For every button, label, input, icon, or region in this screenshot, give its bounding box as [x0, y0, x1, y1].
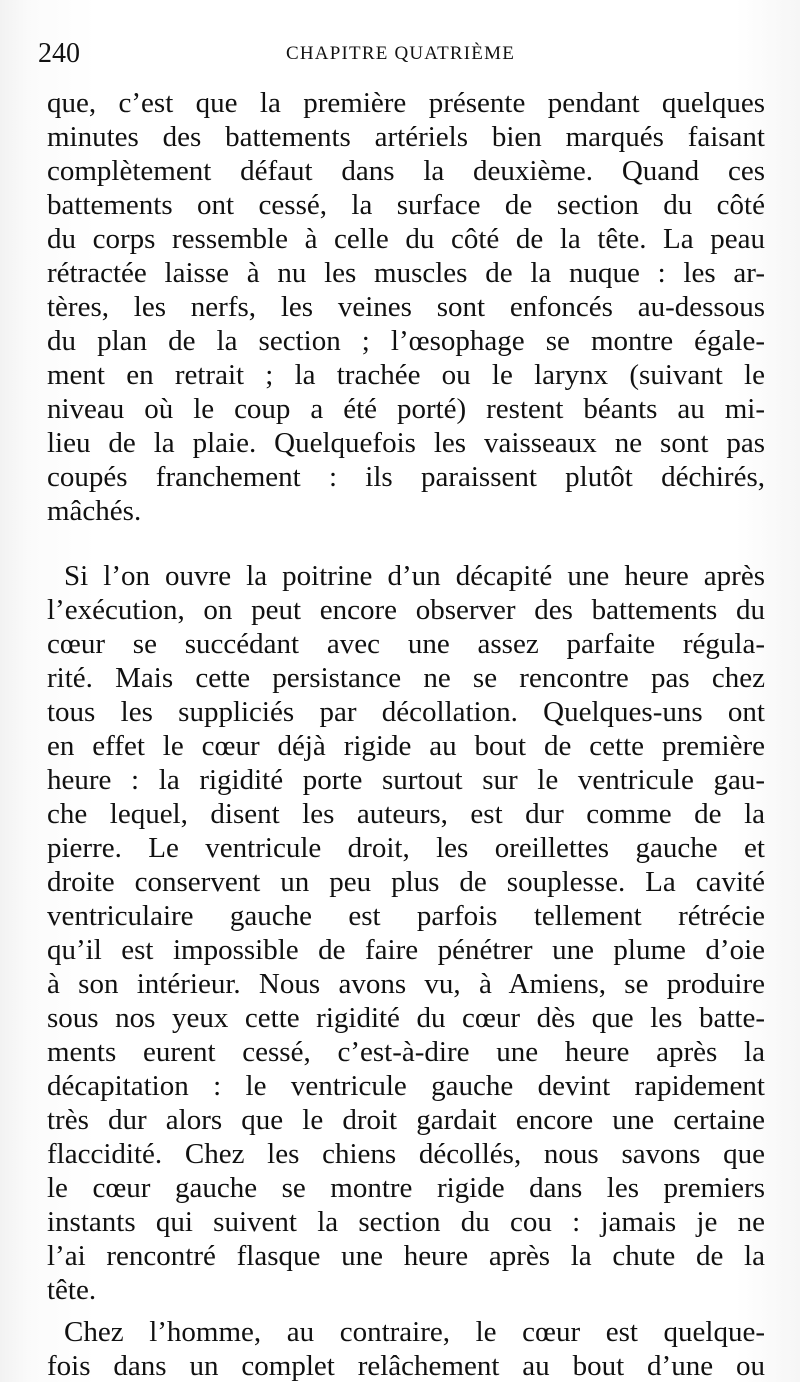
text-line: niveau où le coup a été porté) restent béants au mi-	[47, 393, 765, 425]
text-line: que, c’est que la première présente pendant quelques	[47, 87, 765, 119]
text-line: cœur se succédant avec une assez parfaite régula-	[47, 628, 765, 660]
paragraph-3	[47, 1315, 765, 1383]
text-line: instants qui suivent la section du cou : jamais je ne	[47, 1206, 765, 1238]
body-text	[47, 86, 765, 1383]
text-line: mâchés.	[47, 495, 142, 527]
text-line: tères, les nerfs, les veines sont enfoncés au-dessous	[47, 291, 765, 323]
text-line: qu’il est impossible de faire pénétrer une plume d’oie	[47, 934, 765, 966]
text-line: coupés franchement : ils paraissent plutôt déchirés,	[47, 461, 765, 493]
chapter-title: CHAPITRE QUATRIÈME	[286, 43, 516, 64]
text-line: ventriculaire gauche est parfois tellement rétrécie	[47, 900, 765, 932]
text-line: en effet le cœur déjà rigide au bout de cette première	[47, 730, 765, 762]
text-line: flaccidité. Chez les chiens décollés, nous savons que	[47, 1138, 765, 1170]
text-line: l’exécution, on peut encore observer des battements du	[47, 594, 765, 626]
text-line: Chez l’homme, au contraire, le cœur est quelque-	[64, 1316, 765, 1348]
text-line: du corps ressemble à celle du côté de la tête. La peau	[47, 223, 765, 255]
text-line: très dur alors que le droit gardait encore une certaine	[47, 1104, 765, 1136]
paragraph-2	[47, 559, 765, 1307]
text-line: rétractée laisse à nu les muscles de la nuque : les ar-	[47, 257, 765, 289]
text-line: heure : la rigidité porte surtout sur le ventricule gau-	[47, 764, 765, 796]
running-head	[38, 34, 768, 74]
text-line: minutes des battements artériels bien marqués faisant	[47, 121, 765, 153]
page-number: 240	[38, 38, 80, 69]
text-line: Si l’on ouvre la poitrine d’un décapité une heure après	[64, 560, 765, 592]
text-line: décapitation : le ventricule gauche devint rapidement	[47, 1070, 765, 1102]
text-line: ment en retrait ; la trachée ou le larynx (suivant le	[47, 359, 765, 391]
text-line: lieu de la plaie. Quelquefois les vaisseaux ne sont pas	[47, 427, 765, 459]
text-line: à son intérieur. Nous avons vu, à Amiens, se produire	[47, 968, 765, 1000]
text-line: tous les suppliciés par décollation. Quelques-uns ont	[47, 696, 765, 728]
text-line: battements ont cessé, la surface de section du côté	[47, 189, 765, 221]
text-line: ments eurent cessé, c’est-à-dire une heure après la	[47, 1036, 765, 1068]
text-line: fois dans un complet relâchement au bout d’une ou	[47, 1350, 765, 1382]
text-line: le cœur gauche se montre rigide dans les premiers	[47, 1172, 765, 1204]
paragraph-1	[47, 86, 765, 528]
text-line: rité. Mais cette persistance ne se rencontre pas chez	[47, 662, 765, 694]
text-line: che lequel, disent les auteurs, est dur comme de la	[47, 798, 765, 830]
text-line: complètement défaut dans la deuxième. Quand ces	[47, 155, 765, 187]
text-line: droite conservent un peu plus de souplesse. La cavité	[47, 866, 765, 898]
text-line: tête.	[47, 1274, 97, 1306]
text-line: l’ai rencontré flasque une heure après la chute de la	[47, 1240, 765, 1272]
text-line: sous nos yeux cette rigidité du cœur dès que les batte-	[47, 1002, 765, 1034]
text-line: du plan de la section ; l’œsophage se montre égale-	[47, 325, 765, 357]
text-line: pierre. Le ventricule droit, les oreillettes gauche et	[47, 832, 765, 864]
